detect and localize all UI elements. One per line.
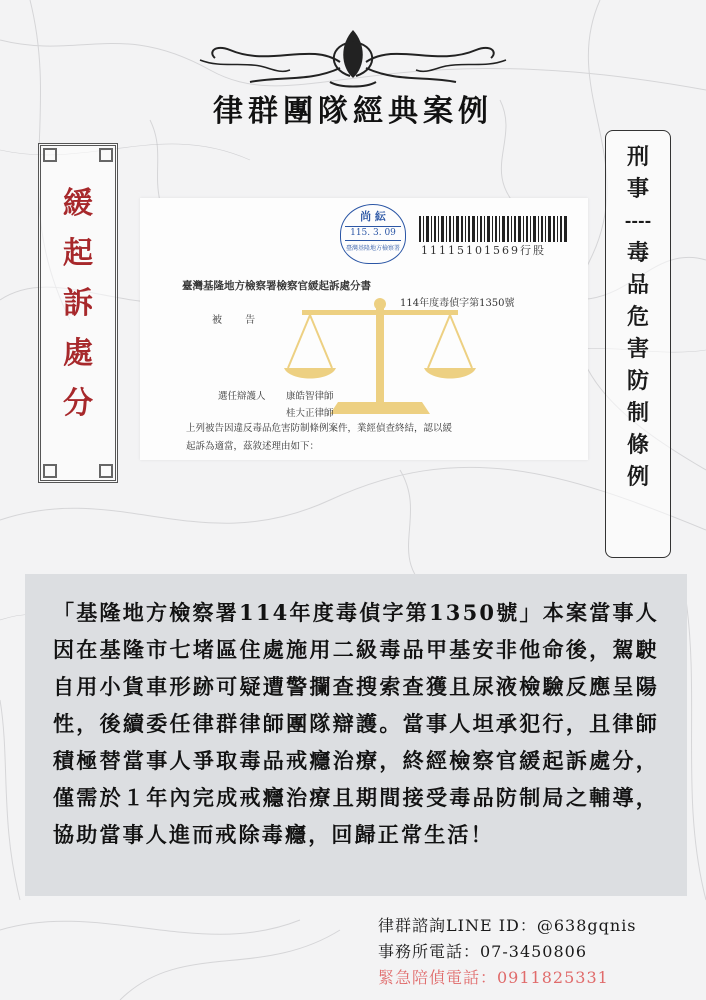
lawyer-name: 桂大正律師 bbox=[286, 408, 334, 419]
office-phone: 事務所電話：07-3450806 bbox=[378, 942, 588, 961]
defense-counsel-label: 選任辯護人 bbox=[218, 391, 266, 402]
category-char: 例 bbox=[626, 464, 649, 490]
line-id: 律群諮詢LINE ID：@638gqnis bbox=[378, 916, 637, 935]
emergency-phone: 緊急陪偵電話：0911825331 bbox=[378, 968, 609, 987]
frame-corner bbox=[43, 148, 57, 162]
category-char: 品 bbox=[626, 272, 649, 298]
page-title: 律群團隊經典案例 bbox=[213, 94, 493, 129]
contact-info bbox=[378, 913, 637, 991]
case-result-tag bbox=[38, 143, 118, 483]
category-char: 毒 bbox=[626, 240, 649, 266]
barcode-icon bbox=[419, 216, 569, 242]
category-char: 事 bbox=[626, 176, 649, 202]
case-description: 「基隆地方檢察署114年度毒偵字第1350號」本案當事人因在基隆市七堵區住處施用二級毒品甲基安非他命後，駕駛自用小貨車形跡可疑遭警攔查搜索查獲且尿液檢驗反應呈陽性，後續委任律群律師團隊辯護。當事人坦承犯行，且律師積極替當事人爭取毒品戒癮治療，終經檢察官緩起訴處分，僅需於１年內完成戒癮治療且期間接受毒品防制局之輔導，協助當事人進而戒除毒癮，回歸正常生活！ bbox=[53, 600, 659, 847]
document-text-line: 上列被告因違反毒品危害防制條例案件，業經偵查終結，認以緩 bbox=[186, 423, 453, 434]
category-divider: ---- bbox=[624, 211, 652, 230]
document-title: 臺灣基隆地方檢察署檢察官緩起訴處分書 bbox=[182, 280, 371, 292]
case-number: 114年度毒偵字第1350號 bbox=[400, 298, 515, 309]
tag-char: 起 bbox=[63, 236, 93, 271]
barcode-number: 11115101569行股 bbox=[421, 244, 546, 257]
case-description-panel bbox=[25, 574, 687, 896]
document-text-line: 起訴為適當，茲敘述理由如下： bbox=[186, 441, 320, 452]
stamp-name: 尚 紜 bbox=[360, 210, 386, 223]
indictment-document bbox=[140, 198, 588, 460]
lawyer-name: 康皓智律師 bbox=[286, 391, 334, 402]
category-char: 防 bbox=[626, 368, 649, 394]
category-char: 害 bbox=[626, 336, 649, 362]
tag-char: 緩 bbox=[63, 186, 93, 221]
frame-corner bbox=[43, 464, 57, 478]
frame-corner bbox=[99, 148, 113, 162]
category-char: 條 bbox=[626, 432, 649, 458]
tag-char: 訴 bbox=[63, 286, 93, 321]
tag-char: 分 bbox=[63, 386, 93, 421]
received-stamp-icon bbox=[340, 204, 406, 264]
scale-of-justice-icon bbox=[282, 298, 478, 422]
stamp-office: 臺灣基隆地方檢察署 bbox=[345, 245, 400, 252]
category-char: 危 bbox=[626, 304, 649, 330]
defendant-label: 被 告 bbox=[212, 315, 266, 326]
stamp-date: 115. 3. 09 bbox=[345, 226, 401, 241]
frame-corner bbox=[99, 464, 113, 478]
tag-char: 處 bbox=[63, 336, 93, 371]
case-category-tag bbox=[605, 130, 671, 558]
category-char: 制 bbox=[626, 400, 649, 426]
category-char: 刑 bbox=[626, 144, 649, 170]
